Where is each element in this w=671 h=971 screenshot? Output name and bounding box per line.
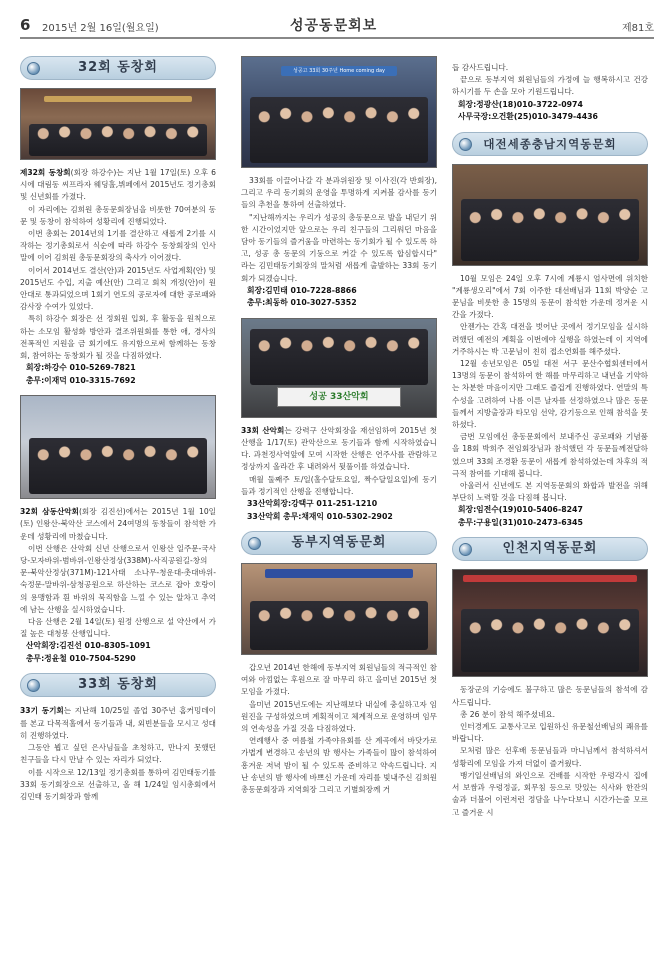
section-banner-daejeon — [452, 132, 648, 156]
page-number: 6 — [20, 16, 31, 34]
contact-daejeon-secretary: 총무:구용일(31)010-2473-6345 — [458, 517, 583, 527]
photo-banner-text: 성공고 33회 30주년 Home coming day — [281, 66, 397, 76]
article-33-reunion-p1: 33기 동기회는 지난해 10/25일 졸업 30주년 홈커밍데이를 본교 다목적홀에서 동기들과 내, 외빈분들을 모시고 성대히 진행하였다. — [20, 706, 216, 740]
article-incheon-p5: 뱅기일선배님의 와인으로 건배를 시작한 우렁각시 집에서 보쌈과 우렁정골, 회무침 등으로 맛있는 식사와 한잔의 술과 더불어 이런저런 정담을 나누다보니 시간가는줄 모르고 즐거운 시 — [452, 770, 648, 817]
section-banner-incheon — [452, 537, 648, 561]
article-32-hiking-p2: 이번 산행은 산악회 신년 산행으로서 인왕산 일주문-국사당-모자바위-범바위-인왕산정상(338M)-사직공원길-창의문-북악산정상(371M)-121사태 소나무-청운대-촛대바위-숙정문-말바위-삼청공원으로 하산하는 코스로 잡아 호랑이의 용맹함과 흰 바위의 묵직함을 느낄 수 있는 알차고 추억에 남는 산행을 실시하였습니다. — [20, 543, 216, 614]
banner-label: 동부지역동문회 — [291, 535, 387, 551]
article-daejeon-p3: 12월 송년모임은 05일 대전 서구 문산수협회센터에서 13명의 동문이 참석하여 한 해를 마무리하고 내년을 기약하는 차분한 마음이지만 그래도 즐겁게 진행하였다. 연말의 특수성을 고려하여 나름 이른 날자를 선정하였으나 많은 동문들께서 지방출장과 타모임 선약, 감기등으로 인해 참석을 못하셨다. — [452, 359, 648, 430]
article-east-p3: 연례행사 중 여름철 가족야유회를 산 계곡에서 바닷가로 가볍게 변경하고 송년의 밤 행사는 가족들이 많이 참석하여 흥겨운 저녁 밤이 될 수 있도록 준비하고 약속드립니다. 지난 송년의 밤 행사에 바쁘신 가운데 자리를 빛내주신 김희원총동문회장과 지역회장 그리고 기별회장께 거 — [241, 736, 437, 795]
article-32-reunion-p3: 이번 총회는 2014년의 1기를 결산하고 새롭게 2기를 시작하는 정기총회로서 식순에 따라 하강수 동창회장의 인사말에 이어 김희원 총동문회장의 축사가 이어졌다. — [20, 229, 216, 263]
column-2 — [241, 56, 437, 796]
contact-east-president: 회장:정광산(18)010-3722-0974 — [458, 99, 583, 109]
contact-daejeon-president: 회장:임전수(19)010-5406-8247 — [458, 505, 583, 515]
globe-icon — [27, 62, 40, 75]
section-banner-east — [241, 531, 437, 555]
contact-33-reunion-president: 회장:김민태 010-7228-8866 — [247, 285, 357, 295]
globe-icon — [248, 537, 261, 550]
contact-32-hiking-secretary: 총무:정윤철 010-7504-5290 — [26, 653, 136, 663]
newsletter-title: 성공동문회보 — [290, 18, 378, 34]
column-1 — [20, 56, 216, 803]
banner-label: 대전세종충남지역동문회 — [483, 136, 617, 151]
article-incheon-p3: 인터경계도 교통사고로 입원하신 유문철선배님의 쾌유를 바랍니다. — [452, 722, 648, 744]
contact-32-hiking-president: 산악회장:김진선 010-8305-1091 — [26, 641, 151, 651]
article-33-hiking-p2: 매월 둘째주 토/일(홀수달토요일, 짝수달일요일)에 동기들과 정기적인 산행을 진행합니다. — [241, 474, 437, 496]
article-incheon-p2: 총 26 분이 참석 해주셨네요. — [460, 709, 556, 719]
article-32-reunion-p1: 제32회 동창회(회장 하강수)는 지난 1월 17일(토) 오후 6시에 대림동 씨프라자 웨딩홀,뷔페에서 2015년도 정기총회 및 신년회를 가졌다. — [20, 168, 216, 202]
banner-label: 33회 동창회 — [78, 677, 158, 693]
article-33-hiking-p1: 33회 산악회는 강력구 산악회장을 재선임하여 2015년 첫 산행을 1/17(토) 관악산으로 동기들과 함께 시작하였습니다. 과천정사역앞에 모여 시작한 산행은 연주사를 관람하고 정상까지 올라간 후 내려와서 뒷풀이를 하였습니다. — [241, 425, 437, 472]
contact-32-reunion-president: 회장:하강수 010-5269-7821 — [26, 363, 136, 373]
issue-number: 제81호 — [621, 23, 654, 34]
article-33-reunion-p4: 33회를 이끌어나갈 각 분과위원장 및 이사진(각 반회장), 그리고 우리 동기회의 운영을 투명하게 지켜볼 감사를 동기들의 추천을 통하여 선출하였다. — [241, 176, 437, 210]
photo-33-homecoming — [241, 56, 437, 168]
contact-33-hiking-secretary: 33산악회 총무:채재익 010-5302-2902 — [247, 511, 393, 521]
article-32-hiking-p3: 다음 산행은 2월 14일(토) 원정 산행으로 설 약산에서 가질 높은 대청봉 산행입니다. — [20, 617, 216, 639]
photo-sign-text: 성공 33산악회 — [277, 387, 401, 407]
article-32-hiking-p1: 32회 삼동산악회(회장 김진선)에서는 2015년 1월 10일(토) 인왕산-북악산 코스에서 24여명의 동창들이 참석한 가운데 성황리에 마쳤습니다. — [20, 507, 216, 541]
article-daejeon-p4: 금번 모임에선 총동문회에서 보내주신 공로패와 기념품을 18회 박희주 전임회장님과 참석했던 각 동문들께전달하였으며 33회 조경환 동문이 새롭게 참석하였는데 차후의 적극적 참여를 기대해 봅니다. — [452, 432, 648, 478]
photo-incheon — [452, 569, 648, 677]
banner-label: 32회 동창회 — [78, 60, 158, 75]
article-daejeon-p5: 아울러서 신년에도 본 지역동문회의 화합과 발전을 위해 부단히 노력할 것을 다짐해 봅니다. — [452, 481, 648, 503]
section-banner-32-reunion — [20, 56, 216, 80]
photo-32-hiking — [20, 395, 216, 499]
section-banner-33-reunion — [20, 673, 216, 697]
photo-daejeon — [452, 164, 648, 266]
contact-33-hiking-president: 33산악회장:강택구 011-251-1210 — [247, 499, 378, 509]
article-33-reunion-p5: "지난해까지는 우리가 성공의 총동문으로 발을 내딛기 위한 시간이었지만 앞으로는 우리 친구들의 그리워던 마음을 담아 동기들의 즐거움을 마련하는 동기회가 될 수 있도록 하고, 성공 총 동문의 기둥으로 커갈 수 있도록 합심합시다" 라는 김민태동기회장의 말처럼 새롭게 출발하는 33회 동기회가 되겠습니다. — [241, 212, 437, 283]
photo-33-hiking — [241, 318, 437, 418]
article-east-p2: 을미년 2015년도에는 지난해보다 내실에 충실하고자 임원진을 구성하였으며 계획적이고 체계적으로 운영하며 임무의 연속성을 가질 것을 다짐하였다. — [241, 699, 437, 734]
contact-32-reunion-secretary: 총무:이재덕 010-3315-7692 — [26, 375, 136, 385]
contact-east-secretary: 사무국장:오건환(25)010-3479-4436 — [458, 112, 598, 122]
photo-east — [241, 563, 437, 655]
globe-icon — [459, 138, 472, 151]
contact-33-reunion-secretary: 총무:최동하 010-3027-5352 — [247, 298, 357, 308]
header-rule — [20, 37, 654, 39]
photo-32-reunion — [20, 88, 216, 160]
article-incheon-p4: 모처럼 많은 선후배 동문님들과 마니님께서 참석하셔서 성황리에 모임을 가져 더없이 즐거웠다. — [452, 746, 648, 768]
article-east-p5: 끝으로 동부지역 회원님들의 가정에 늘 행복하시고 건강하시기를 두 손을 모아 기원드립니다. — [452, 75, 648, 97]
article-33-reunion-p2: 그동안 뵙고 싶던 은사님들을 초청하고, 만나지 못했던 친구들을 다시 만날 수 있는 자리가 되었다. — [20, 743, 216, 765]
article-daejeon-p1: 10월 모임은 24일 오후 7시에 계룡시 엄사면에 위치한 "계룡생오리"에서 7회 이주한 대선배님과 11회 박양순 고문님을 비롯한 총 15명의 동문이 참석한 가운데 정겨운 시간을 가졌다. — [452, 273, 648, 320]
column-3 — [452, 62, 648, 819]
article-32-reunion-p5: 특히 하강수 회장은 선 정회원 입회, 후 활동을 원칙으로 하는 소모임 활성화 방안과 결조위원회를 통한 애, 경사의 전폭적인 지원을 금 회기에도 유지함으로써 함께하는 동창회, 참여하는 동창회가 될 것을 다짐하였다. — [20, 314, 216, 361]
page-header — [20, 6, 654, 42]
article-incheon-p1: 동장군의 기승에도 불구하고 많은 동문님들의 참석에 감사드립니다. — [452, 685, 648, 707]
article-east-p1: 갑오년 2014년 한해에 동부지역 회원님들의 적극적인 참여와 아낌없는 후원으로 잘 마무리 하고 을미년 2015년 첫 모임을 가졌다. — [241, 663, 437, 697]
issue-date: 2015년 2월 16일(월요일) — [42, 23, 159, 34]
article-east-p4: 듭 감사드립니다. — [452, 63, 509, 72]
article-daejeon-p2: 안젠가는 간혹 대전을 벗어난 곳에서 정기모임을 실시하려했던 예전의 계획을 이번에야 실행을 하였는데 이 지역에 거주하시는 박 고문님이 친히 접소연회를 해주셨다. — [452, 322, 648, 356]
article-32-reunion-p4: 이어서 2014년도 결산(안)과 2015년도 사업계획(안) 및 2015년도 수입, 지출 예산(안) 그리고 회칙 개정(안)이 원안대로 통과되었으며 1회기 연도의 공로자에 대한 공로패와 감사장 수여가 있었다. — [20, 265, 216, 312]
article-33-reunion-p3: 이를 시작으로 12/13일 정기총회를 통하여 김민태동기를 33회 동기회장으로 선출하고, 올 해 1/24일 임시총회에서 김민태 동기회장과 함께 — [20, 767, 216, 801]
article-32-reunion-p2: 이 자리에는 김희원 총동문회장님을 비롯한 70여분의 동문 및 동창이 참석하여 성황리에 진행되었다. — [20, 204, 216, 226]
banner-label: 인천지역동문회 — [502, 541, 598, 557]
